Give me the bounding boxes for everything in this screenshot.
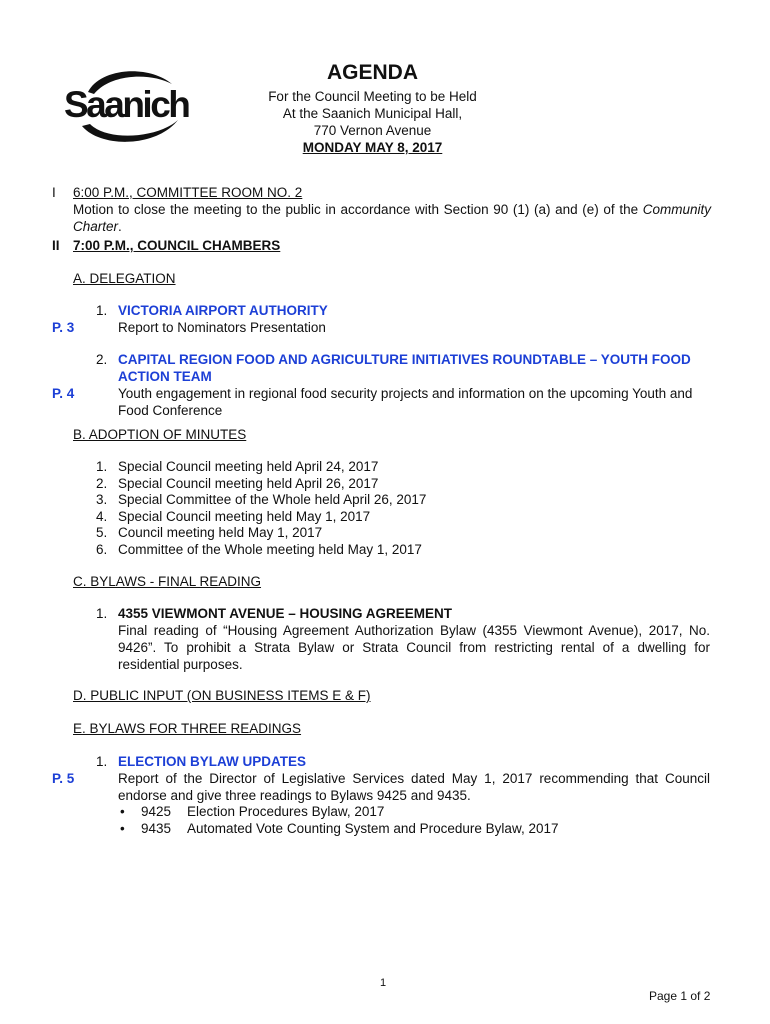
minutes-item-1-num: 1. [96, 459, 108, 474]
minutes-item-4-num: 4. [96, 509, 108, 524]
minutes-item-1: Special Council meeting held April 24, 2017 [118, 459, 379, 474]
bylaws-three-heading: E. BYLAWS FOR THREE READINGS [73, 721, 302, 736]
bylaws-final-num: 1. [96, 606, 108, 621]
bylaws-three-desc-2: endorse and give three readings to Bylaws 9425 and 9435. [118, 788, 471, 803]
bullet-1-icon: • [120, 804, 125, 819]
page-of: Page 1 of 2 [649, 989, 711, 1003]
bullet-2-text: Automated Vote Counting System and Procedure Bylaw, 2017 [187, 821, 559, 836]
delegation-item-2-num: 2. [96, 352, 108, 367]
minutes-item-3-num: 3. [96, 492, 108, 507]
section-i-heading: 6:00 P.M., COMMITTEE ROOM NO. 2 [73, 185, 303, 200]
public-input-heading: D. PUBLIC INPUT (ON BUSINESS ITEMS E & F) [73, 688, 371, 703]
subtitle-line-1: For the Council Meeting to be Held [268, 89, 477, 104]
section-ii-heading: 7:00 P.M., COUNCIL CHAMBERS [73, 238, 281, 253]
section-i-text [73, 201, 711, 218]
agenda-header [230, 60, 515, 156]
page-number: 1 [380, 977, 387, 989]
logo-text: Saanich [64, 84, 189, 125]
bylaws-final-desc-3: residential purposes. [118, 657, 243, 672]
delegation-item-2-page: P. 4 [52, 386, 75, 401]
bylaws-three-page: P. 5 [52, 771, 75, 786]
saanich-logo [60, 62, 190, 152]
section-i-period: . [118, 219, 122, 234]
bylaws-final-title: 4355 VIEWMONT AVENUE – HOUSING AGREEMENT [118, 606, 453, 621]
section-i-italic-2: Charter [73, 219, 119, 234]
minutes-item-5: Council meeting held May 1, 2017 [118, 525, 323, 540]
delegation-item-2-desc-2: Food Conference [118, 403, 223, 418]
bullet-1-num: 9425 [141, 804, 172, 819]
bylaws-three-num: 1. [96, 754, 108, 769]
delegation-item-2-title-1: CAPITAL REGION FOOD AND AGRICULTURE INITIATIVES ROUNDTABLE – YOUTH FOOD [118, 352, 691, 367]
delegation-item-2-title-2: ACTION TEAM [118, 369, 212, 384]
minutes-item-5-num: 5. [96, 525, 108, 540]
bullet-2-icon: • [120, 821, 125, 836]
bylaws-final-heading: C. BYLAWS - FINAL READING [73, 574, 262, 589]
delegation-heading: A. DELEGATION [73, 271, 176, 286]
bylaws-three-desc-1: Report of the Director of Legislative Services dated May 1, 2017 recommending that Council [118, 771, 710, 786]
bylaws-three-title: ELECTION BYLAW UPDATES [118, 754, 307, 769]
meeting-date: MONDAY MAY 8, 2017 [302, 140, 443, 155]
delegation-item-1-title: VICTORIA AIRPORT AUTHORITY [118, 303, 328, 318]
page-title: AGENDA [326, 61, 418, 84]
minutes-item-4: Special Council meeting held May 1, 2017 [118, 509, 371, 524]
section-i-text-end [73, 218, 122, 235]
minutes-item-6: Committee of the Whole meeting held May 1, 2017 [118, 542, 422, 557]
delegation-item-1-page: P. 3 [52, 320, 75, 335]
delegation-item-1-desc: Report to Nominators Presentation [118, 320, 326, 335]
minutes-item-3: Special Committee of the Whole held April 26, 2017 [118, 492, 427, 507]
minutes-item-2: Special Council meeting held April 26, 2017 [118, 476, 379, 491]
delegation-item-1-num: 1. [96, 303, 108, 318]
minutes-item-6-num: 6. [96, 542, 108, 557]
section-i-numeral: I [52, 185, 56, 200]
bullet-1-text: Election Procedures Bylaw, 2017 [187, 804, 385, 819]
bylaws-final-desc-1: Final reading of “Housing Agreement Authorization Bylaw (4355 Viewmont Avenue), 2017, No. [118, 623, 710, 638]
subtitle-line-2: At the Saanich Municipal Hall, [282, 106, 463, 121]
section-i-italic-1: Community [642, 202, 711, 217]
section-i-motion: Motion to close the meeting to the public in accordance with Section 90 (1) (a) and (e) of the [73, 202, 639, 217]
minutes-heading: B. ADOPTION OF MINUTES [73, 427, 247, 442]
bylaws-final-desc-2: 9426”. To prohibit a Strata Bylaw or Strata Council from restricting rental of a dwelling for [118, 640, 710, 655]
section-ii-numeral: II [52, 238, 60, 253]
minutes-item-2-num: 2. [96, 476, 108, 491]
subtitle-line-3: 770 Vernon Avenue [313, 123, 432, 138]
delegation-item-2-desc-1: Youth engagement in regional food security projects and information on the upcoming Youth and [118, 386, 693, 401]
bullet-2-num: 9435 [141, 821, 172, 836]
